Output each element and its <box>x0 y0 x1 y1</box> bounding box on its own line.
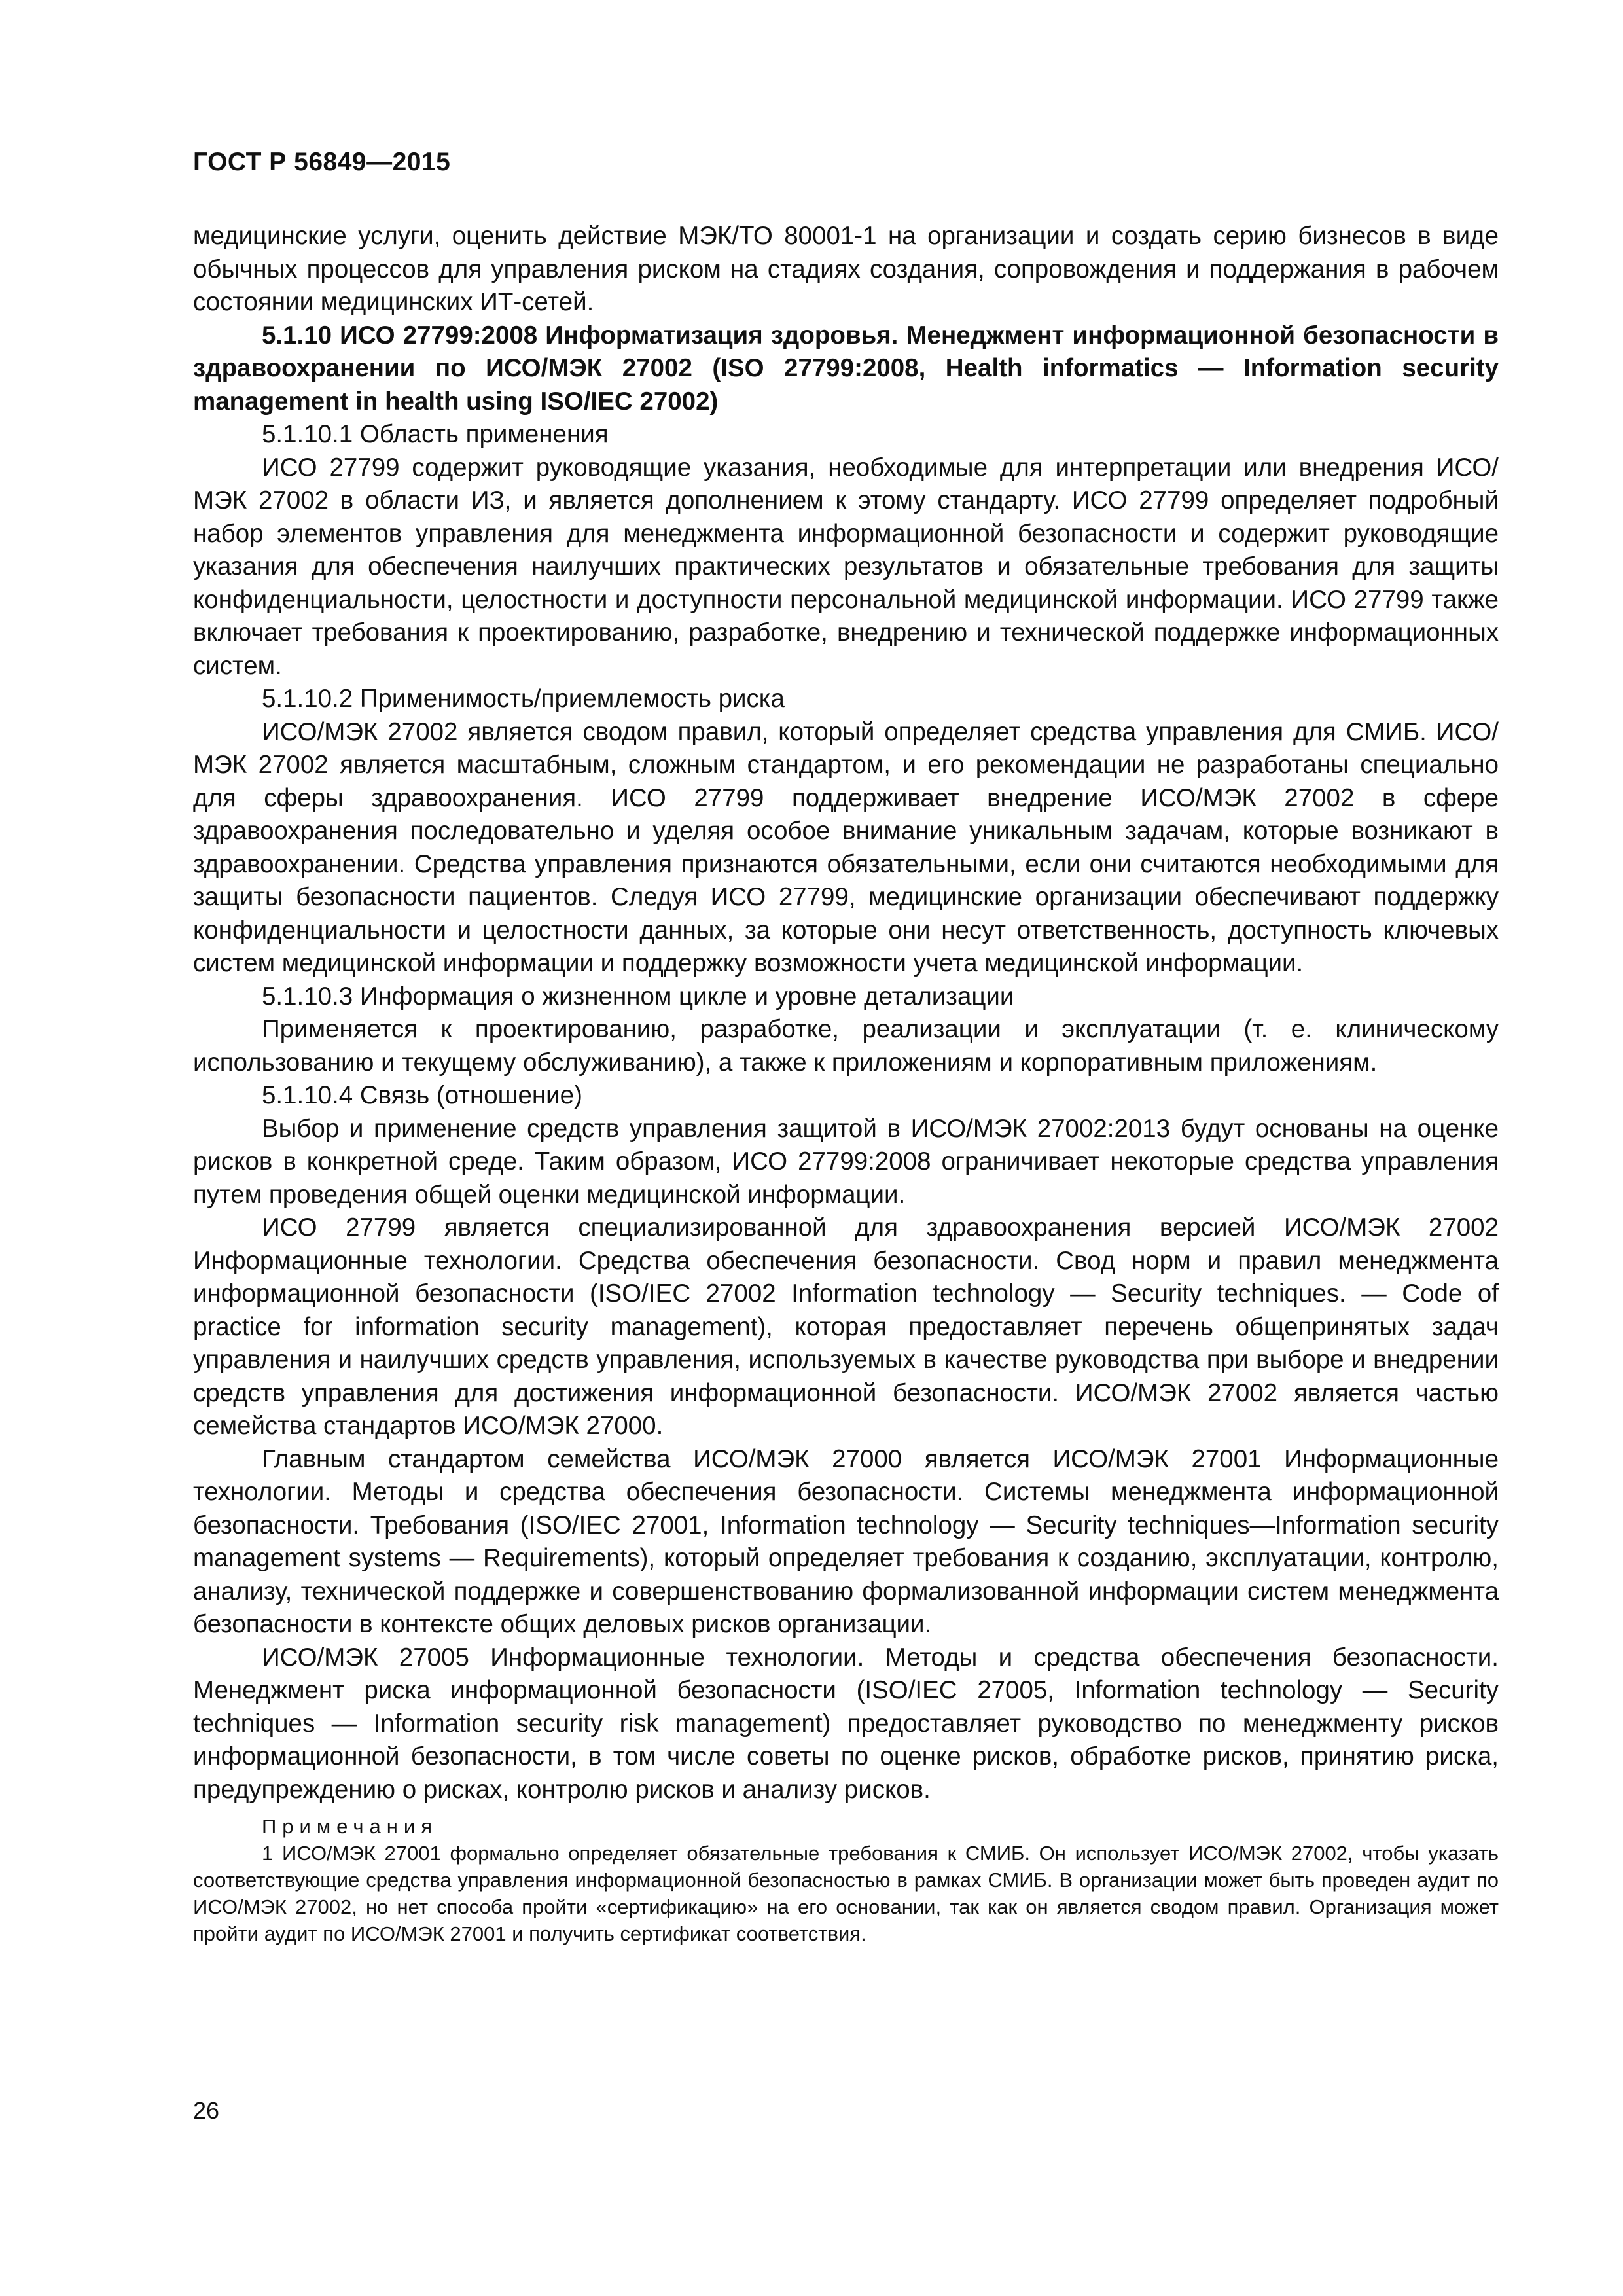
subsection-heading-scope: 5.1.10.1 Область применения <box>262 420 609 448</box>
subsection-heading-lifecycle: 5.1.10.3 Информация о жизненном цикле и уровне детализации <box>262 982 1014 1011</box>
paragraph-lifecycle: Применяется к проектированию, разработке, реализации и эксплуатации (т. е. клиническому использованию и текущему обслуживанию), а также к приложениям и корпоративным приложениям. <box>193 1015 1499 1077</box>
document-code-header: ГОСТ Р 56849—2015 <box>193 148 451 176</box>
page-number: 26 <box>193 2097 220 2124</box>
paragraph-scope: ИСО 27799 содержит руководящие указания, необходимые для интерпретации или внедрения ИСО/МЭК 27002 в области ИЗ, и является дополнением к этому стандарту. ИСО 27799 определяет подробный набор элементов управления для менеджмента информационной безопасности и содержит руководящие указания для обеспечения наилучших практических результатов и обязательные требования для защиты конфиденциальности, целостности и доступности персональной медицинской информации. ИСО 27799 также включает требования к проектированию, разработке, внедрению и технической поддержке информационных систем. <box>193 453 1499 680</box>
paragraph-continuation: медицинские услуги, оценить действие МЭК/ТО 80001-1 на организации и создать серию бизнесов в виде обычных процессов для управления риском на стадиях создания, сопровождения и поддержания в рабочем состоянии медицинских ИТ-сетей. <box>193 222 1499 316</box>
notes-title: Примечания <box>262 1815 438 1838</box>
paragraph-relation-3: Главным стандартом семейства ИСО/МЭК 27000 является ИСО/МЭК 27001 Информационные технологии. Методы и средства обеспечения безопасности. Системы менеджмента информационной безопасности. Требования (ISO/IEC 27001, Information technology — Security techniques—Information security management systems — Requirements), который определяет требования к созданию, эксплуатации, контролю, анализу, технической поддержке и совершенствованию формализованной информации систем менеджмента безопасности в контексте общих деловых рисков организации. <box>193 1444 1499 1638</box>
subsection-heading-risk: 5.1.10.2 Применимость/приемлемость риска <box>262 685 785 713</box>
note-1: 1 ИСО/МЭК 27001 формально определяет обязательные требования к СМИБ. Он использует ИСО/МЭК 27002, чтобы указать соответствующие средства управления информационной безопасностью в рамках СМИБ. В организации может быть проведен аудит по ИСО/МЭК 27002, но нет способа пройти «сертификацию» на его основании, так как он является сводом правил. Организация может пройти аудит по ИСО/МЭК 27001 и получить сертификат соответствия. <box>193 1842 1499 1945</box>
subsection-heading-relation: 5.1.10.4 Связь (отношение) <box>262 1081 582 1109</box>
paragraph-relation-4: ИСО/МЭК 27005 Информационные технологии. Методы и средства обеспечения безопасности. Менеджмент риска информационной безопасности (ISO/IEC 27005, Information technology — Security techniques — Information security risk management) предоставляет руководство по менеджменту рисков информационной безопасности, в том числе советы по оценке рисков, обработке рисков, принятию риска, предупреждению о рисках, контролю рисков и анализу рисков. <box>193 1643 1499 1804</box>
paragraph-risk: ИСО/МЭК 27002 является сводом правил, который определяет средства управления для СМИБ. ИСО/МЭК 27002 является масштабным, сложным стандартом, и его рекомендации не разработаны специально для сферы здравоохранения. ИСО 27799 поддерживает внедрение ИСО/МЭК 27002 в сфере здравоохранения последовательно и уделяя особое внимание уникальным задачам, которые возникают в здравоохранении. Средства управления признаются обязательными, если они считаются необходимыми для защиты безопасности пациентов. Следуя ИСО 27799, медицинские организации обеспечивают поддержку конфиденциальности и целостности данных, за которые они несут ответственность, доступность ключевых систем медицинской информации и поддержку возможности учета медицинской информации. <box>193 717 1499 977</box>
notes-block <box>193 1813 1499 1947</box>
document-body <box>193 220 1499 1947</box>
section-heading-5-1-10: 5.1.10 ИСО 27799:2008 Информатизация здоровья. Менеджмент информационной безопасности в здравоохранении по ИСО/МЭК 27002 (ISO 27799:2008, Health informatics — Information security management in health using ISO/IEC 27002) <box>193 321 1499 416</box>
paragraph-relation-1: Выбор и применение средств управления защитой в ИСО/МЭК 27002:2013 будут основаны на оценке рисков в конкретной среде. Таким образом, ИСО 27799:2008 ограничивает некоторые средства управления путем проведения общей оценки медицинской информации. <box>193 1114 1499 1209</box>
paragraph-relation-2: ИСО 27799 является специализированной для здравоохранения версией ИСО/МЭК 27002 Информационные технологии. Средства обеспечения безопасности. Свод норм и правил менеджмента информационной безопасности (ISO/IEC 27002 Information technology — Security techniques. — Code of practice for information security management), которая предоставляет перечень общепринятых задач управления и наилучших средств управления, используемых в качестве руководства при выборе и внедрении средств управления для достижения информационной безопасности. ИСО/МЭК 27002 является частью семейства стандартов ИСО/МЭК 27000. <box>193 1213 1499 1440</box>
